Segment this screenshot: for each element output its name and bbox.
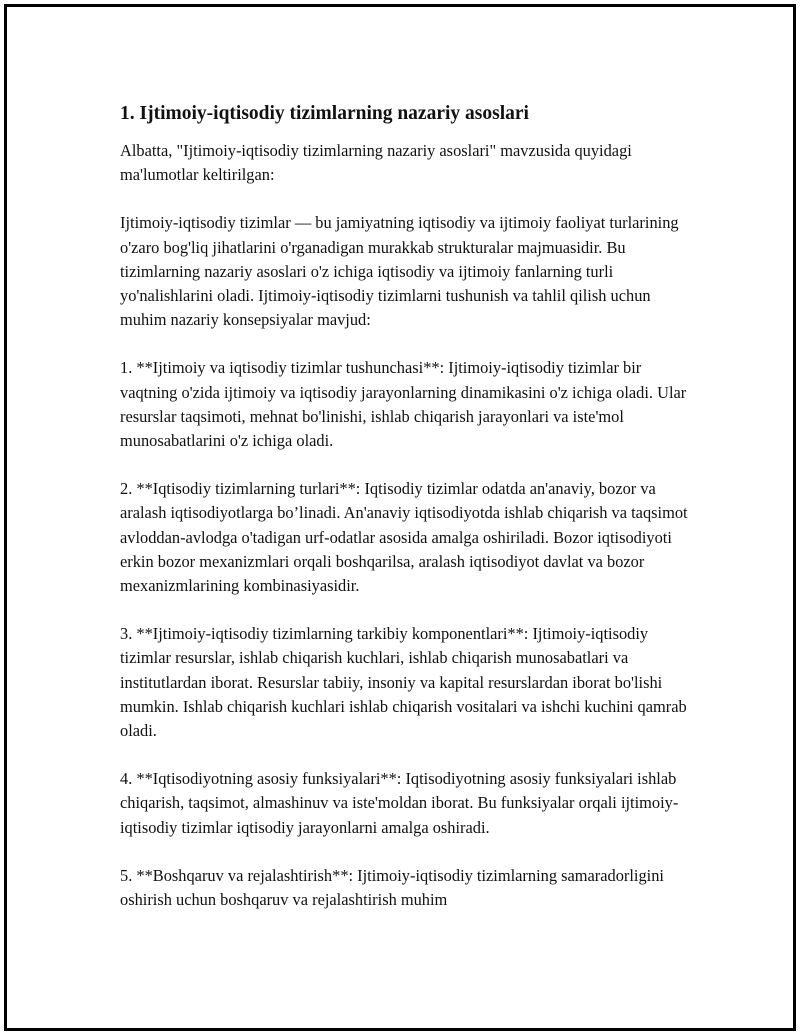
document-title: 1. Ijtimoiy-iqtisodiy tizimlarning nazariy asoslari [120, 103, 529, 124]
list-item-4: 4. **Iqtisodiyotning asosiy funksiyalari**: Iqtisodiyotning asosiy funksiyalari ishlab chiqarish, taqsimot, almashinuv va iste'moldan iborat. Bu funksiyalar orqali ijtimoiy-iqtisodiy tizimlar iqtisodiy jarayonlarni amalga oshiradi. [120, 769, 679, 837]
document-body [120, 102, 695, 936]
page-frame [4, 4, 796, 1031]
list-item-1: 1. **Ijtimoiy va iqtisodiy tizimlar tushunchasi**: Ijtimoiy-iqtisodiy tizimlar bir vaqtning o'zida ijtimoiy va iqtisodiy jarayonlarning dinamikasini o'z ichiga oladi. Ular resurslar taqsimoti, mehnat bo'linishi, ishlab chiqarish jarayonlari va iste'mol munosabatlarini o'z ichiga oladi. [120, 358, 687, 451]
list-item-3: 3. **Ijtimoiy-iqtisodiy tizimlarning tarkibiy komponentlari**: Ijtimoiy-iqtisodiy tizimlar resurslar, ishlab chiqarish kuchlari, ishlab chiqarish munosabatlari va institutlardan iborat. Resurslar tabiiy, insoniy va kapital resurslardan iborat bo'lishi mumkin. Ishlab chiqarish kuchlari ishlab chiqarish vositalari va ishchi kuchini qamrab oladi. [120, 624, 687, 741]
intro-paragraph: Albatta, "Ijtimoiy-iqtisodiy tizimlarning nazariy asoslari" mavzusida quyidagi ma'lumotlar keltirilgan: [120, 141, 632, 185]
definition-paragraph: Ijtimoiy-iqtisodiy tizimlar — bu jamiyatning iqtisodiy va ijtimoiy faoliyat turlarining o'zaro bog'liq jihatlarini o'rganadigan murakkab strukturalar majmuasidir. Bu tizimlarning nazariy asoslari o'z ichiga iqtisodiy va ijtimoiy fanlarning turli yo'nalishlarini oladi. Ijtimoiy-iqtisodiy tizimlarni tushunish va tahlil qilish uchun muhim nazariy konsepsiyalar mavjud: [120, 213, 679, 330]
list-item-2: 2. **Iqtisodiy tizimlarning turlari**: Iqtisodiy tizimlar odatda an'anaviy, bozor va aralash iqtisodiyotlarga bo’linadi. An'anaviy iqtisodiyotda ishlab chiqarish va taqsimot avloddan-avlodga o'tadigan urf-odatlar asosida amalga oshiriladi. Bozor iqtisodiyoti erkin bozor mexanizmlari orqali boshqarilsa, aralash iqtisodiyot davlat va bozor mexanizmlarining kombinasiyasidir. [120, 479, 688, 596]
list-item-5: 5. **Boshqaruv va rejalashtirish**: Ijtimoiy-iqtisodiy tizimlarning samaradorligini oshirish uchun boshqaruv va rejalashtirish muhim [120, 865, 664, 910]
